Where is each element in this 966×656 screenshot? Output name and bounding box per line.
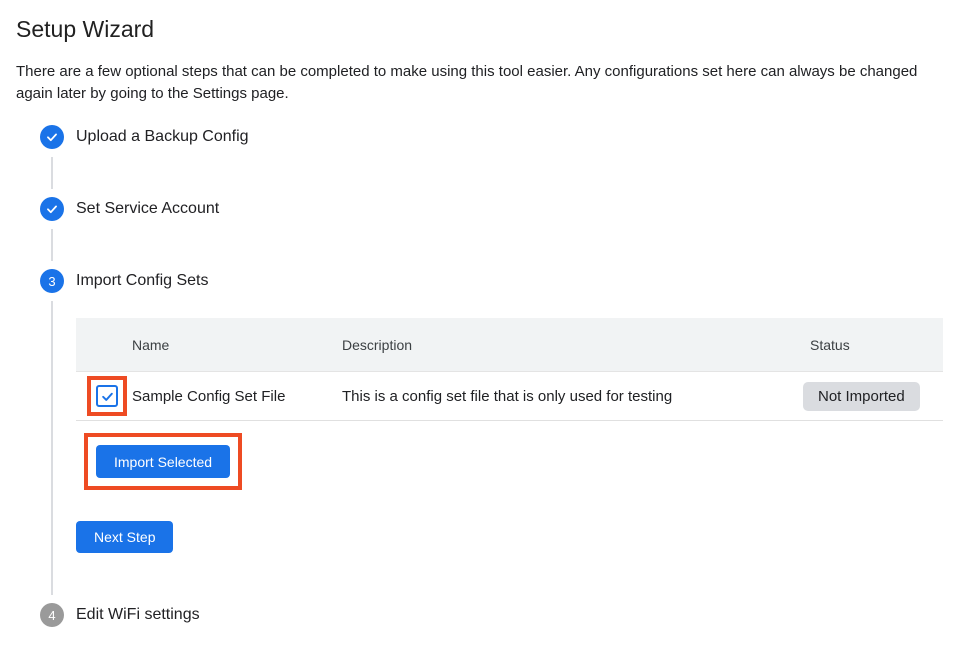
- step-item-set-service-account[interactable]: [40, 197, 219, 221]
- step-4-circle: 4: [40, 603, 64, 627]
- step-2-circle: [40, 197, 64, 221]
- config-sets-table: [76, 318, 943, 421]
- header-name: Name: [132, 336, 170, 353]
- intro-text: There are a few optional steps that can be completed to make using this tool easier. Any configurations set here can always be changed again later by going to the Settings page.: [16, 63, 918, 102]
- import-selected-button[interactable]: Import Selected: [96, 445, 230, 478]
- step-connector: [51, 229, 53, 261]
- next-step-button[interactable]: Next Step: [76, 521, 173, 553]
- name-cell: Sample Config Set File: [132, 387, 286, 405]
- table-header-row: [76, 318, 943, 372]
- step-1-circle: [40, 125, 64, 149]
- step-2-label: Set Service Account: [76, 200, 220, 217]
- step-item-edit-wifi-settings[interactable]: [40, 603, 200, 627]
- check-icon: [45, 130, 59, 144]
- description-cell: This is a config set file that is only used for testing: [342, 387, 673, 405]
- header-description: Description: [342, 336, 413, 353]
- status-cell: [803, 382, 943, 411]
- step-connector: [51, 157, 53, 189]
- header-status: Status: [810, 336, 850, 353]
- status-badge: Not Imported: [803, 382, 920, 411]
- checkmark-icon: [100, 389, 115, 404]
- checkbox-cell: [76, 376, 132, 416]
- check-icon: [45, 202, 59, 216]
- import-button-highlight-annotation: [84, 433, 242, 490]
- checkbox-highlight-annotation: [87, 376, 127, 416]
- page-title: Setup Wizard: [16, 16, 155, 42]
- step-3-label: Import Config Sets: [76, 272, 209, 289]
- step-4-label: Edit WiFi settings: [76, 606, 200, 623]
- import-config-sets-content: [76, 318, 943, 553]
- table-row: [76, 372, 943, 421]
- step-item-upload-backup-config[interactable]: [40, 125, 249, 149]
- step-item-import-config-sets[interactable]: [40, 269, 209, 293]
- config-set-checkbox[interactable]: [96, 385, 118, 407]
- step-connector: [51, 301, 53, 595]
- step-3-circle: 3: [40, 269, 64, 293]
- step-1-label: Upload a Backup Config: [76, 128, 249, 145]
